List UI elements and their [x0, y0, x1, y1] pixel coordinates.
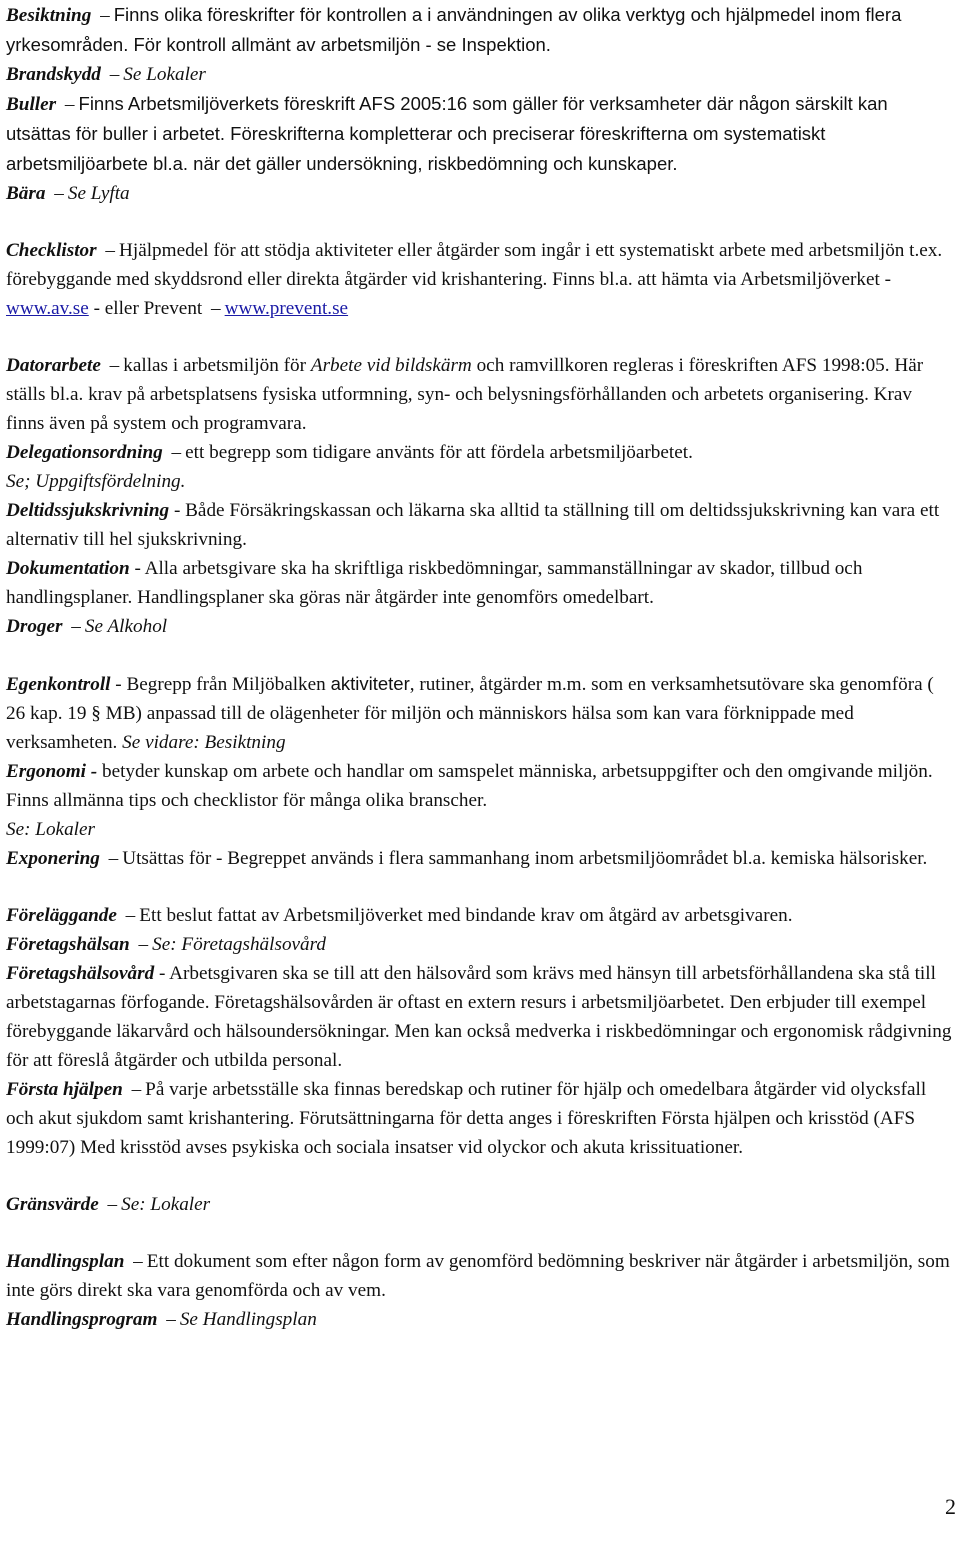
- term: Egenkontroll: [6, 674, 111, 695]
- term: Datorarbete: [6, 355, 101, 376]
- entry-foretagshalsovard: [6, 959, 954, 1075]
- definition: Finns Arbetsmiljöverkets föreskrift AFS 2005:16 som gäller för verksamheter där någon särskilt kan utsättas för buller i arbetet. Föreskrifterna kompletterar och preciserar föreskrifterna om systematiskt arbetsmiljöarbete bl.a. när det gäller undersökning, riskbedömning och kunskaper.: [6, 93, 888, 174]
- entry-droger: Droger – Se Alkohol: [6, 616, 168, 637]
- spacer: [6, 323, 954, 351]
- cross-reference: Se: Företagshälsovård: [152, 934, 326, 955]
- definition: betyder kunskap om arbete och handlar om samspelet människa, arbetsuppgifter och den omgivande miljön. Finns allmänna tips och checklistor för många olika branscher.: [6, 761, 933, 811]
- entry-ergonomi: [6, 757, 954, 844]
- cross-reference: Se Lokaler: [123, 64, 206, 85]
- definition: - Både Försäkringskassan och läkarna ska alltid ta ställning till om deltidssjukskrivning kan vara ett alternativ till hel sjukskrivning.: [6, 500, 940, 550]
- entry-datorarbete: Datorarbete – kallas i arbetsmiljön för Arbete vid bildskärm och ramvillkoren regleras i föreskriften AFS 1998:05. Här ställs bl.a. krav på arbetsplatsens fysiska utformning, syn- och belysningsförhållanden och arbetets organisering. Krav finns även på system och programvara.: [6, 355, 924, 434]
- term: Buller: [6, 94, 57, 115]
- term: Dokumentation: [6, 558, 130, 579]
- definition: På varje arbetsställe ska finnas beredskap och rutiner för hjälp och omedelbara åtgärder vid olycksfall och akut sjukdom samt krishantering. Förutsättningarna för detta anges i föreskriften Första hjälpen och krisstöd (AFS 1999:07) Med krisstöd avses psykiska och sociala insatser vid olyckor och akuta krissituationer.: [6, 1079, 927, 1158]
- definition-a: kallas i arbetsmiljön för: [123, 355, 307, 376]
- term: Handlingsprogram: [6, 1309, 158, 1330]
- term: Företagshälsovård: [6, 963, 155, 984]
- entry-forsta-hjalpen: Första hjälpen – På varje arbetsställe ska finnas beredskap och rutiner för hjälp och omedelbara åtgärder vid olycksfall och akut sjukdom samt krishantering. Förutsättningarna för detta anges i föreskriften Första hjälpen och krisstöd (AFS 1999:07) Med krisstöd avses psykiska och sociala insatser vid olyckor och akuta krissituationer.: [6, 1079, 927, 1158]
- definition-b: , rutiner, åtgärder m.m. som en verksamhetsutövare ska genomföra ( 26 kap. 19: [6, 674, 934, 724]
- definition: - Arbetsgivaren ska se till att den hälsovård som krävs med hänsyn till arbetsförhållandena ska stå till arbetstagarnas förfogande. Företagshälsovården är oftast en extern resurs i arbetsmiljöarbetet. Den erbjuder till exempel förebyggande läkarvård och hälsoundersökningar. Men kan också medverka i riskbedömningar och ergonomisk rådgivning för att föreslå åtgärder och utbilda personal.: [6, 963, 952, 1071]
- spacer: [6, 208, 954, 236]
- term: Företagshälsan: [6, 934, 130, 955]
- definition-b: och ramvillkoren regleras i föreskriften AFS 1998:05. Här ställs bl.a. krav på arbetsplatsens fysiska utformning, syn- och belysningsförhållanden och arbetets organisering. Krav finns även på system och programvara.: [6, 355, 924, 434]
- definition-mid: - eller Prevent: [93, 298, 203, 319]
- cross-reference: Se vidare: Besiktning: [122, 732, 286, 753]
- term: Handlingsplan: [6, 1251, 125, 1272]
- cross-reference: Se Lyfta: [67, 183, 130, 204]
- entry-handlingsprogram: Handlingsprogram – Se Handlingsplan: [6, 1309, 317, 1330]
- definition-c: MB) anpassad till de olägenheter för miljön och människors hälsa som kan vara förknippade med verksamheten.: [6, 703, 854, 753]
- definition: ett begrepp som tidigare använts för att fördela arbetsmiljöarbetet.: [185, 442, 693, 463]
- link-av-se[interactable]: www.av.se: [6, 298, 89, 319]
- term: Delegationsordning: [6, 442, 163, 463]
- regulation-title: Arbete vid bildskärm: [310, 355, 472, 376]
- definition: Hjälpmedel för att stödja aktiviteter eller åtgärder som ingår i ett systematiskt arbete med arbetsmiljön t.ex. förebyggande med skyddsrond eller direkta åtgärder vid krishantering. Finns bl.a. att hämta via Arbetsmiljöverket -: [6, 240, 943, 290]
- entry-gransvarde: Gränsvärde – Se: Lokaler: [6, 1194, 211, 1215]
- term: Brandskydd: [6, 64, 101, 85]
- definition: Ett dokument som efter någon form av genomförd bedömning beskriver när åtgärder i arbetsmiljön, som inte görs direkt ska vara genomförda och av vem.: [6, 1251, 950, 1301]
- term: Första hjälpen: [6, 1079, 123, 1100]
- cross-reference: Se Handlingsplan: [179, 1309, 317, 1330]
- spacer: [6, 641, 954, 669]
- cross-reference: Se Alkohol: [84, 616, 168, 637]
- entry-brandskydd: Brandskydd – Se Lokaler: [6, 64, 206, 85]
- spacer: [6, 1162, 954, 1190]
- link-prevent-se[interactable]: www.prevent.se: [224, 298, 349, 319]
- term: Droger: [6, 616, 63, 637]
- term: Exponering: [6, 848, 100, 869]
- entry-handlingsplan: Handlingsplan – Ett dokument som efter någon form av genomförd bedömning beskriver när åtgärder i arbetsmiljön, som inte görs direkt ska vara genomförda och av vem.: [6, 1251, 950, 1301]
- spacer: [6, 873, 954, 901]
- term: Gränsvärde: [6, 1194, 99, 1215]
- entry-delegationsordning: Delegationsordning – ett begrepp som tidigare använts för att fördela arbetsmiljöarbetet. Se; Uppgiftsfördelning.: [6, 442, 693, 492]
- entry-bara: Bära – Se Lyfta: [6, 183, 130, 204]
- definition-a: - Begrepp från Miljöbalken: [115, 674, 326, 695]
- cross-reference: Se; Uppgiftsfördelning.: [6, 471, 186, 492]
- term: Föreläggande: [6, 905, 117, 926]
- entry-egenkontroll: [6, 669, 954, 757]
- entry-checklistor: Checklistor – Hjälpmedel för att stödja aktiviteter eller åtgärder som ingår i ett systematiskt arbete med arbetsmiljön t.ex. förebyggande med skyddsrond eller direkta åtgärder vid krishantering. Finns bl.a. att hämta via Arbetsmiljöverket - www.av.se - eller Prevent – www.prevent.se: [6, 240, 943, 319]
- definition-word: aktiviteter: [330, 673, 410, 694]
- entry-deltidssjukskrivning: [6, 496, 954, 554]
- page-number: 2: [945, 1494, 956, 1519]
- entry-dokumentation: [6, 554, 954, 612]
- section-sign: §: [91, 703, 101, 724]
- definition: - Alla arbetsgivare ska ha skriftliga riskbedömningar, sammanställningar av skador, tillbud och handlingsplaner. Handlingsplaner ska göras när åtgärder inte genomförs omedelbart.: [6, 558, 863, 608]
- document-page: [6, 0, 954, 1334]
- cross-reference: Se: Lokaler: [121, 1194, 211, 1215]
- definition: Ett beslut fattat av Arbetsmiljöverket med bindande krav om åtgärd av arbetsgivaren.: [139, 905, 793, 926]
- cross-reference: Se: Lokaler: [6, 819, 95, 840]
- entry-buller: Buller – Finns Arbetsmiljöverkets föreskrift AFS 2005:16 som gäller för verksamheter där någon särskilt kan utsättas för buller i arbetet. Föreskrifterna kompletterar och preciserar föreskrifterna om systematiskt arbetsmiljöarbete bl.a. när det gäller undersökning, riskbedömning och kunskaper.: [6, 93, 888, 174]
- definition: Utsättas för - Begreppet används i flera sammanhang inom arbetsmiljöområdet bl.a. kemiska hälsorisker.: [122, 848, 928, 869]
- term: Checklistor: [6, 240, 97, 261]
- entry-foretagshalsan: Företagshälsan – Se: Företagshälsovård: [6, 934, 326, 955]
- entry-exponering: Exponering – Utsättas för - Begreppet används i flera sammanhang inom arbetsmiljöområdet bl.a. kemiska hälsorisker.: [6, 848, 928, 869]
- term: Ergonomi -: [6, 761, 98, 782]
- entry-forelaggande: Föreläggande – Ett beslut fattat av Arbetsmiljöverket med bindande krav om åtgärd av arbetsgivaren.: [6, 905, 793, 926]
- spacer: [6, 1219, 954, 1247]
- term: Besiktning: [6, 5, 92, 26]
- term: Deltidssjukskrivning: [6, 500, 170, 521]
- term: Bära: [6, 183, 46, 204]
- definition: Finns olika föreskrifter för kontrollen a i användningen av olika verktyg och hjälpmedel inom flera yrkesområden. För kontroll allmänt av arbetsmiljön - se Inspektion.: [6, 4, 902, 55]
- entry-besiktning: Besiktning – Finns olika föreskrifter för kontrollen a i användningen av olika verktyg och hjälpmedel inom flera yrkesområden. För kontroll allmänt av arbetsmiljön - se Inspektion.: [6, 4, 902, 55]
